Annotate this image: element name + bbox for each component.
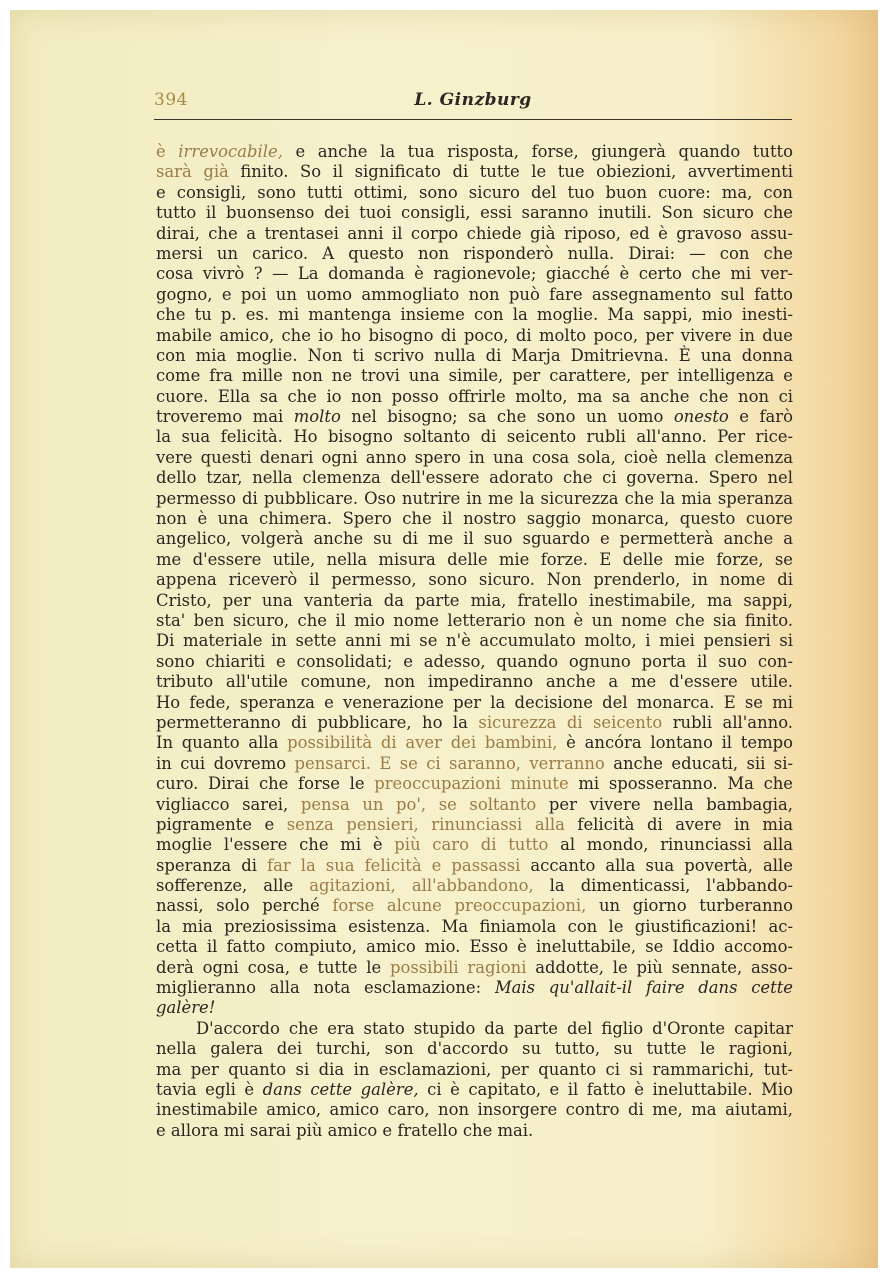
text-run: e anche la tua risposta, forse, giungerà quando tutto: [282, 142, 793, 161]
text-run: troveremo mai: [156, 407, 294, 427]
text-line: [156, 346, 793, 366]
text-run: far la sua felicità e passassi: [267, 855, 521, 875]
text-line: [156, 917, 793, 937]
text-run: permesso di pubblicare. Oso nutrire in me la sicurezza che la mia speranza: [156, 488, 793, 508]
text-run: derà ogni cosa, e tutte le: [156, 957, 390, 977]
text-run: con mia moglie. Non ti scrivo nulla di Marja Dmitrievna. È una donna: [156, 345, 793, 365]
text-run: Di materiale in sette anni mi se n'è accumulato molto, i miei pensieri si: [156, 631, 793, 651]
text-run: che tu p. es. mi mantenga insieme con la moglie. Ma sappi, mio inesti-: [156, 305, 793, 325]
text-run: più caro di tutto: [394, 835, 549, 855]
text-line: [156, 162, 793, 182]
text-run: In quanto alla: [156, 733, 288, 753]
text-line: [156, 672, 793, 692]
text-run: possibili ragioni: [389, 957, 527, 977]
text-run: permetteranno di pubblicare, ho la: [156, 712, 479, 732]
text-run: inestimabile amico, amico caro, non insorgere contro di me, ma aiutami,: [156, 1100, 793, 1120]
text-line: [156, 489, 793, 509]
text-run: al mondo, rinunciassi alla: [548, 835, 793, 855]
text-run: miglieranno alla nota esclamazione:: [156, 978, 495, 998]
text-line: [156, 876, 793, 896]
text-run: forse alcune preoccupazioni,: [332, 896, 587, 916]
text-line: [156, 550, 793, 570]
text-run: nel bisogno; sa che sono un uomo: [340, 407, 674, 427]
italic-text: dans cette galère,: [262, 1079, 419, 1099]
text-line: [156, 1019, 793, 1039]
text-run: agitazioni, all'abbandono,: [309, 876, 534, 896]
text-run: sarà già: [156, 162, 229, 182]
text-line: [156, 570, 793, 590]
text-line: [156, 468, 793, 488]
italic-text: galère!: [156, 998, 216, 1018]
text-run: senza pensieri, rinunciassi alla: [286, 814, 565, 834]
text-line: [156, 733, 793, 753]
text-run: curo. Dirai che forse le: [156, 774, 375, 794]
italic-text: onesto: [673, 407, 729, 427]
text-run: cetta il fatto compiuto, amico mio. Esso è ineluttabile, se Iddio accomo-: [156, 937, 793, 957]
text-run: addotte, le più sennate, asso-: [526, 957, 793, 977]
text-line: [156, 611, 793, 631]
text-run: ma per quanto si dia in esclamazioni, per quanto ci si rammarichi, tut-: [156, 1059, 793, 1079]
text-run: cosa vivrò ? — La domanda è ragionevole; giacché è certo che mi ver-: [156, 264, 793, 284]
text-run: sicurezza di seicento: [478, 712, 663, 732]
text-run: tavia egli è: [156, 1079, 263, 1099]
text-run: e consigli, sono tutti ottimi, sono sicuro del tuo buon cuore: ma, con: [156, 182, 793, 202]
text-run: mabile amico, che io ho bisogno di poco, di molto poco, per vivere in due: [156, 325, 793, 345]
text-line: [156, 713, 793, 733]
text-run: moglie l'essere che mi è: [156, 835, 395, 855]
text-line: [156, 652, 793, 672]
text-run: mi sposseranno. Ma che: [568, 774, 794, 794]
text-line: [156, 693, 793, 713]
text-run: la dimenticassi, l'abbando-: [533, 876, 794, 896]
text-run: come fra mille non ne trovi una simile, per carattere, per intelligenza e: [156, 366, 793, 386]
text-line: [156, 835, 793, 855]
running-title: L. Ginzburg: [414, 90, 532, 110]
text-run: sofferenze, alle: [156, 876, 310, 896]
text-line: [156, 366, 793, 386]
text-line: [156, 998, 793, 1018]
text-run: tutto il buonsenso dei tuoi consigli, essi saranno inutili. Son sicuro che: [156, 203, 793, 223]
text-run: pigramente e: [156, 814, 287, 834]
text-line: [156, 591, 793, 611]
paragraph-2: [156, 1019, 793, 1141]
text-run: angelico, volgerà anche su di me il suo sguardo e permetterà anche a: [156, 529, 793, 549]
text-line: [156, 407, 793, 427]
text-line: [156, 631, 793, 651]
text-run: me d'essere utile, nella misura delle mie forze. E delle mie forze, se: [156, 549, 793, 569]
italic-text: Mais qu'allait-il faire dans cette: [494, 978, 793, 998]
text-run: mersi un carico. A questo non risponderò nulla. Dirai: — con che: [156, 243, 793, 263]
text-run: la sua felicità. Ho bisogno soltanto di seicento rubli all'anno. Per rice-: [156, 427, 793, 447]
text-run: vere questi denari ogni anno spero in una cosa sola, cioè nella clemenza: [156, 447, 793, 467]
header-rule: [154, 119, 792, 120]
text-line: [156, 203, 793, 223]
text-run: e allora mi sarai più amico e fratello che mai.: [156, 1120, 534, 1140]
text-line: [156, 958, 793, 978]
text-run: Ho fede, speranza e venerazione per la decisione del monarca. E se mi: [156, 692, 793, 712]
text-run: felicità di avere in mia: [564, 814, 793, 834]
text-run: per vivere nella bambagia,: [536, 794, 793, 814]
text-run: Cristo, per una vanteria da parte mia, fratello inestimabile, ma sappi,: [156, 590, 793, 610]
text-run: vigliacco sarei,: [156, 794, 301, 814]
text-run: e farò: [728, 407, 793, 427]
text-run: rubli all'anno.: [662, 712, 793, 732]
text-line: [156, 774, 793, 794]
text-line: [156, 896, 793, 916]
text-line: [156, 285, 793, 305]
text-run: finito. So il significato di tutte le tue obiezioni, avvertimenti: [228, 162, 793, 182]
text-run: D'accordo che era stato stupido da parte del figlio d'Oronte capitar: [196, 1018, 793, 1038]
italic-text: molto: [293, 407, 341, 427]
text-line: [156, 1121, 793, 1141]
text-line: [156, 509, 793, 529]
text-run: accanto alla sua povertà, alle: [520, 855, 793, 875]
text-run: la mia preziosissima esistenza. Ma finiamola con le giustificazioni! ac-: [156, 916, 793, 936]
text-run: nassi, solo perché: [156, 896, 333, 916]
text-line: [156, 754, 793, 774]
page-header: [154, 90, 792, 116]
paragraph-1: [156, 142, 793, 1019]
text-run: sta' ben sicuro, che il mio nome letterario non è un nome che sia finito.: [156, 610, 793, 630]
text-run: pensarci. E se ci saranno, verranno: [294, 753, 605, 773]
text-run: possibilità di aver dei bambini,: [287, 733, 558, 753]
text-line: [156, 305, 793, 325]
text-line: [156, 978, 793, 998]
page-number: 394: [154, 90, 188, 110]
text-run: non è una chimera. Spero che il nostro saggio monarca, questo cuore: [156, 509, 793, 529]
text-line: [156, 1100, 793, 1120]
text-run: tributo all'utile comune, non impediranno anche a me d'essere utile.: [156, 672, 793, 692]
text-run: è: [156, 142, 179, 161]
text-run: sono chiariti e consolidati; e adesso, quando ognuno porta il suo con-: [156, 651, 793, 671]
text-line: [156, 244, 793, 264]
text-line: [156, 326, 793, 346]
text-run: preoccupazioni minute: [374, 774, 569, 794]
text-line: [156, 387, 793, 407]
text-line: [156, 142, 793, 162]
text-run: dirai, che a trentasei anni il corpo chiede già riposo, ed è gravoso assu-: [156, 223, 793, 243]
body-text: [156, 142, 793, 1141]
text-run: cuore. Ella sa che io non posso offrirle molto, ma sa anche che non ci: [156, 386, 793, 406]
text-run: gogno, e poi un uomo ammogliato non può fare assegnamento sul fatto: [156, 284, 793, 304]
text-line: [156, 224, 793, 244]
text-line: [156, 795, 793, 815]
text-line: [156, 448, 793, 468]
text-run: in cui dovremo: [156, 753, 295, 773]
text-run: nella galera dei turchi, son d'accordo su tutto, su tutte le ragioni,: [156, 1039, 793, 1059]
text-run: appena riceverò il permesso, sono sicuro. Non prenderlo, in nome di: [156, 570, 793, 590]
italic-text: irrevocabile,: [178, 142, 283, 161]
text-line: [156, 1080, 793, 1100]
text-line: [156, 856, 793, 876]
text-line: [156, 529, 793, 549]
text-run: anche educati, sii si-: [604, 753, 793, 773]
text-line: [156, 1060, 793, 1080]
text-run: ci è capitato, e il fatto è ineluttabile. Mio: [418, 1079, 793, 1099]
text-run: speranza di: [156, 855, 268, 875]
text-line: [156, 183, 793, 203]
text-line: [156, 937, 793, 957]
text-run: pensa un po', se soltanto: [300, 794, 537, 814]
text-line: [156, 427, 793, 447]
text-line: [156, 264, 793, 284]
text-run: un giorno turberanno: [586, 896, 793, 916]
text-line: [156, 1039, 793, 1059]
text-run: è ancóra lontano il tempo: [557, 733, 793, 753]
text-line: [156, 815, 793, 835]
text-run: dello tzar, nella clemenza dell'essere adorato che ci governa. Spero nel: [156, 468, 793, 488]
